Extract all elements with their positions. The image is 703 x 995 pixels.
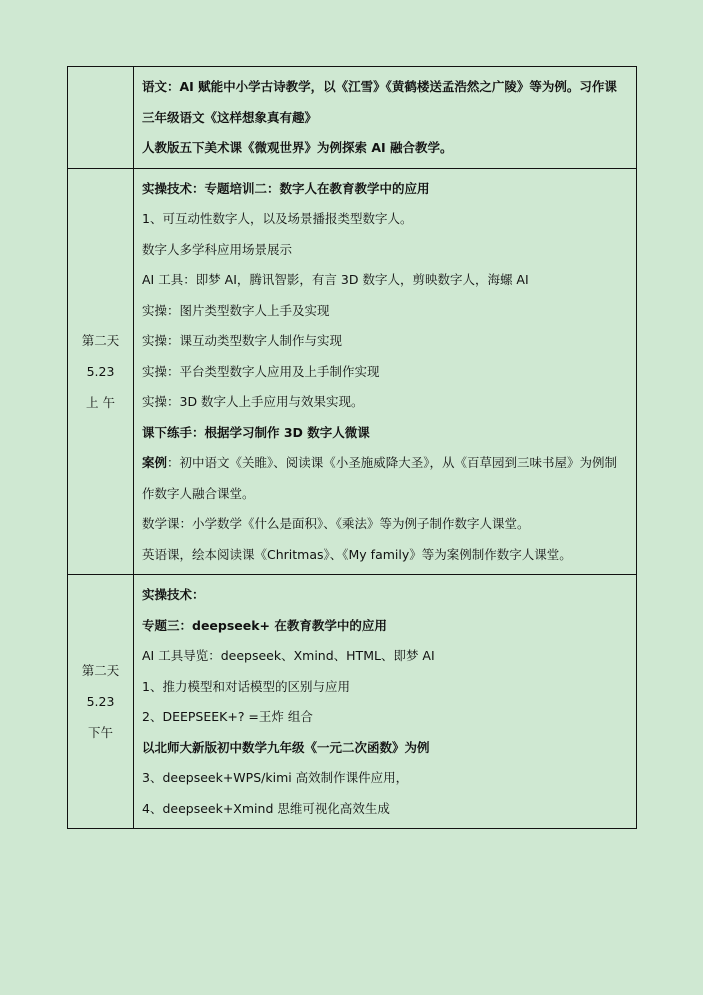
line-text: 数字人多学科应用场景展示 <box>142 241 293 257</box>
content-line <box>142 794 628 825</box>
content-line <box>142 296 628 327</box>
line-text: 1、推力模型和对话模型的区别与应用 <box>142 678 350 694</box>
schedule-row <box>68 67 637 169</box>
line-text: 数学课：小学数学《什么是面积》、《乘法》等为例子制作数字人课堂。 <box>142 516 530 531</box>
line-text: 专题三：deepseek+ 在教育教学中的应用 <box>142 617 387 633</box>
time-day: 第二天 <box>81 332 120 348</box>
content-line <box>142 204 628 235</box>
schedule-table <box>67 66 637 829</box>
time-date: 5.23 <box>86 694 115 709</box>
line-text: 4、deepseek+Xmind 思维可视化高效生成 <box>142 800 390 816</box>
time-cell <box>68 575 134 829</box>
line-text: 实操：平台类型数字人应用及上手制作实现 <box>142 363 380 379</box>
line-text: 英语课，绘本阅读课《Chritmas》、《My family》等为案例制作数字人课堂。 <box>142 546 572 562</box>
line-text: AI 工具：即梦 AI，腾讯智影，有言 3D 数字人，剪映数字人，海螺 AI <box>142 272 529 287</box>
content-line <box>142 763 628 794</box>
time-period: 下午 <box>87 725 113 740</box>
line-text: ：初中语文《关睢》、阅读课《小圣施威降大圣》，从《百草园到三味书屋》为例制作数字人融合课堂。 <box>142 455 618 501</box>
content-line <box>142 174 628 205</box>
content-line <box>142 326 628 357</box>
content-line <box>142 641 628 672</box>
line-text: AI 工具导览：deepseek、Xmind、HTML、即梦 AI <box>142 648 435 663</box>
line-text: 实操技术：专题培训二：数字人在教育教学中的应用 <box>142 180 430 196</box>
time-day: 第二天 <box>81 663 120 678</box>
content-cell <box>134 67 637 169</box>
line-text: 人教版五下美术课《微观世界》为例探索 AI 融合教学。 <box>142 140 453 155</box>
line-text: 课下练手：根据学习制作 3D 数字人微课 <box>142 424 370 440</box>
line-text: 实操技术： <box>142 587 205 602</box>
content-line <box>142 672 628 703</box>
line-text: 2、DEEPSEEK+? =王炸 组合 <box>142 709 313 724</box>
content-cell <box>134 575 637 829</box>
line-text: 实操：3D 数字人上手应用与效果实现。 <box>142 394 364 409</box>
line-text: 以北师大新版初中数学九年级《一元二次函数》为例 <box>142 739 430 755</box>
content-cell <box>134 168 637 575</box>
line-text: 实操：课互动类型数字人制作与实现 <box>142 333 343 348</box>
content-line <box>142 72 628 133</box>
content-line <box>142 357 628 388</box>
content-line <box>142 733 628 764</box>
line-text: 语文：AI 赋能中小学古诗教学，以《江雪》《黄鹤楼送孟浩然之广陵》等为例。习作课三年级语文《这样想象真有趣》 <box>142 79 617 125</box>
content-line <box>142 418 628 449</box>
content-line <box>142 387 628 418</box>
time-cell <box>68 168 134 575</box>
line-text: 3、deepseek+WPS/kimi 高效制作课件应用， <box>142 770 409 785</box>
time-cell <box>68 67 134 169</box>
schedule-table-body <box>68 67 637 829</box>
schedule-row <box>68 168 637 575</box>
time-date: 5.23 <box>86 363 115 379</box>
content-line <box>142 448 628 509</box>
content-line <box>142 509 628 540</box>
content-line <box>142 702 628 733</box>
content-line <box>142 133 628 164</box>
content-line <box>142 235 628 266</box>
content-line <box>142 540 628 571</box>
schedule-row <box>68 575 637 829</box>
line-text: 1、可互动性数字人，以及场景播报类型数字人。 <box>142 211 413 226</box>
case-label: 案例 <box>142 455 168 470</box>
time-period: 上 午 <box>86 394 115 410</box>
line-text: 实操：图片类型数字人上手及实现 <box>142 302 330 318</box>
content-line <box>142 265 628 296</box>
content-line <box>142 611 628 642</box>
content-line <box>142 580 628 611</box>
